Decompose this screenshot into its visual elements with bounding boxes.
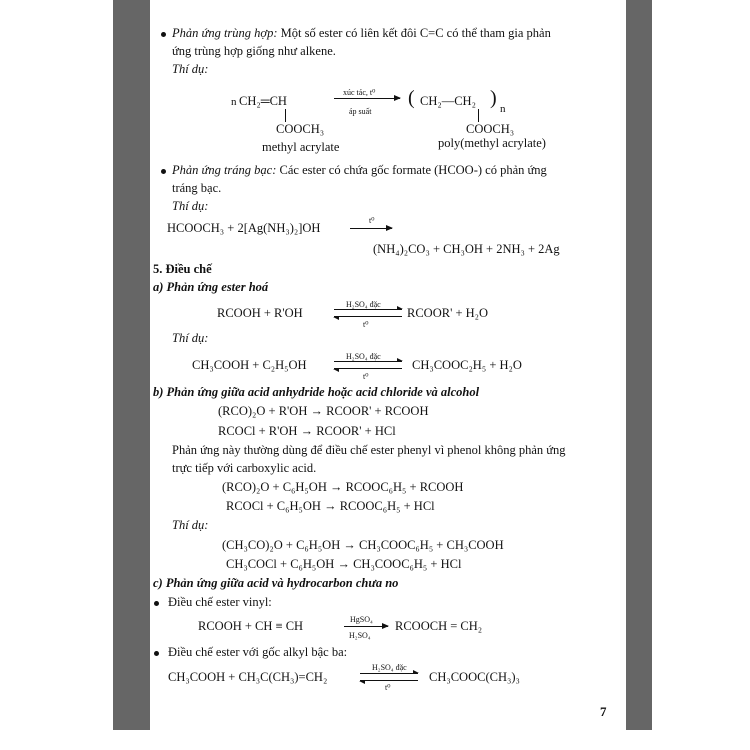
tert-left: CH₃COOH + CH₃C(CH₃)=CH₂: [168, 670, 328, 684]
vinyl-cond-top: HgSO₄: [350, 615, 373, 624]
silver-right: (NH₄)₂CO₃ + CH₃OH + 2NH₃ + 2Ag: [373, 242, 560, 256]
tert-cond-top: H₂SO₄ đặc: [372, 663, 407, 672]
bullet2-label: Phản ứng tráng bạc:: [172, 163, 277, 177]
frame-left: [113, 0, 150, 730]
poly-cond-top: xúc tác, t⁰: [343, 88, 376, 97]
reaction-arrow: [334, 98, 400, 99]
c-bullet2: Điều chế ester với gốc alkyl bậc ba:: [168, 645, 348, 659]
document-page: [150, 0, 626, 730]
section-title: 5. Điều chế: [153, 262, 212, 276]
ester-example-right: CH₃COOC₂H₅ + H₂O: [412, 358, 522, 372]
silver-left: HCOOCH₃ + 2[Ag(NH₃)₂]OH: [167, 221, 321, 235]
bullet1-line1: [172, 26, 551, 41]
example-label: Thí dụ:: [172, 62, 209, 76]
bullet-dot: [161, 169, 166, 174]
bracket-left: (: [408, 87, 415, 109]
bullet1-text1: Một số ester có liên kết đôi C=C có thể tham gia phản: [280, 26, 551, 40]
b-equation-4: RCOCl + C₆H₅OH → RCOOC₆H₅ + HCl: [226, 499, 435, 513]
ester-example-cond-bottom: t⁰: [363, 372, 369, 381]
poly-monomer-name: methyl acrylate: [262, 140, 340, 154]
bullet1-text2: ứng trùng hợp giống như alkene.: [172, 44, 336, 58]
bond-line: [478, 109, 479, 122]
bond-line: [285, 109, 286, 122]
bullet-dot: [161, 32, 166, 37]
tert-right: CH₃COOC(CH₃)₃: [429, 670, 520, 684]
poly-cond-bottom: áp suất: [349, 107, 372, 116]
ester-general-cond-bottom: t⁰: [363, 320, 369, 329]
ester-general-right: RCOOR' + H₂O: [407, 306, 489, 320]
page-number: 7: [600, 704, 607, 719]
poly-n: n: [231, 96, 237, 108]
poly-monomer-sub: COOCH₃: [276, 122, 325, 136]
ester-example-left: CH₃COOH + C₂H₅OH: [192, 358, 307, 372]
vinyl-left: RCOOH + CH ≡ CH: [198, 619, 304, 633]
example-label: Thí dụ:: [172, 518, 209, 532]
b-equation-5: (CH₃CO)₂O + C₆H₅OH → CH₃COOC₆H₅ + CH₃COOH: [222, 538, 504, 552]
bullet-dot: [154, 651, 159, 656]
reaction-arrow: [344, 626, 388, 627]
ester-example-cond-top: H₂SO₄ đặc: [346, 352, 381, 361]
subsection-c-title: c) Phản ứng giữa acid và hydrocarbon chưa no: [153, 576, 399, 590]
poly-polymer-n: n: [500, 103, 506, 115]
silver-cond: t⁰: [369, 216, 375, 225]
bullet2-text2: tráng bạc.: [172, 181, 222, 195]
bullet2-line1: [172, 163, 547, 178]
b-equation-1: (RCO)₂O + R'OH → RCOOR' + RCOOH: [218, 404, 429, 418]
c-bullet1: Điều chế ester vinyl:: [168, 595, 272, 609]
b-equation-2: RCOCl + R'OH → RCOOR' + HCl: [218, 424, 396, 438]
b-equation-6: CH₃COCl + C₆H₅OH → CH₃COOC₆H₅ + HCl: [226, 557, 462, 571]
subsection-b-title: b) Phản ứng giữa acid anhydride hoặc acid chloride và alcohol: [153, 385, 480, 399]
equilibrium-arrow: [334, 309, 402, 317]
ester-general-left: RCOOH + R'OH: [217, 306, 303, 320]
b-note-line2: trực tiếp với carboxylic acid.: [172, 461, 317, 475]
equilibrium-arrow: [334, 361, 402, 369]
b-note-line1: Phản ứng này thường dùng để điều chế ester phenyl vì phenol không phản ứng: [172, 443, 566, 457]
poly-polymer-sub: COOCH₃: [466, 122, 515, 136]
poly-polymer: CH₂—CH₂: [420, 94, 476, 108]
bullet-dot: [154, 601, 159, 606]
bullet2-text1: Các ester có chứa gốc formate (HCOO-) có phản ứng: [279, 163, 547, 177]
bracket-right: ): [490, 87, 497, 109]
tert-cond-bottom: t⁰: [385, 683, 391, 692]
example-label: Thí dụ:: [172, 331, 209, 345]
vinyl-right: RCOOCH = CH₂: [395, 619, 483, 633]
b-equation-3: (RCO)₂O + C₆H₅OH → RCOOC₆H₅ + RCOOH: [222, 480, 464, 494]
example-label: Thí dụ:: [172, 199, 209, 213]
subsection-a-title: a) Phản ứng ester hoá: [153, 280, 269, 294]
vinyl-cond-bottom: H₂SO₄: [349, 631, 371, 640]
ester-general-cond-top: H₂SO₄ đặc: [346, 300, 381, 309]
reaction-arrow: [350, 228, 392, 229]
bullet1-label: Phản ứng trùng hợp:: [172, 26, 278, 40]
frame-right: [626, 0, 652, 730]
poly-polymer-name: poly(methyl acrylate): [438, 136, 546, 150]
poly-monomer: CH₂═CH: [239, 94, 287, 108]
